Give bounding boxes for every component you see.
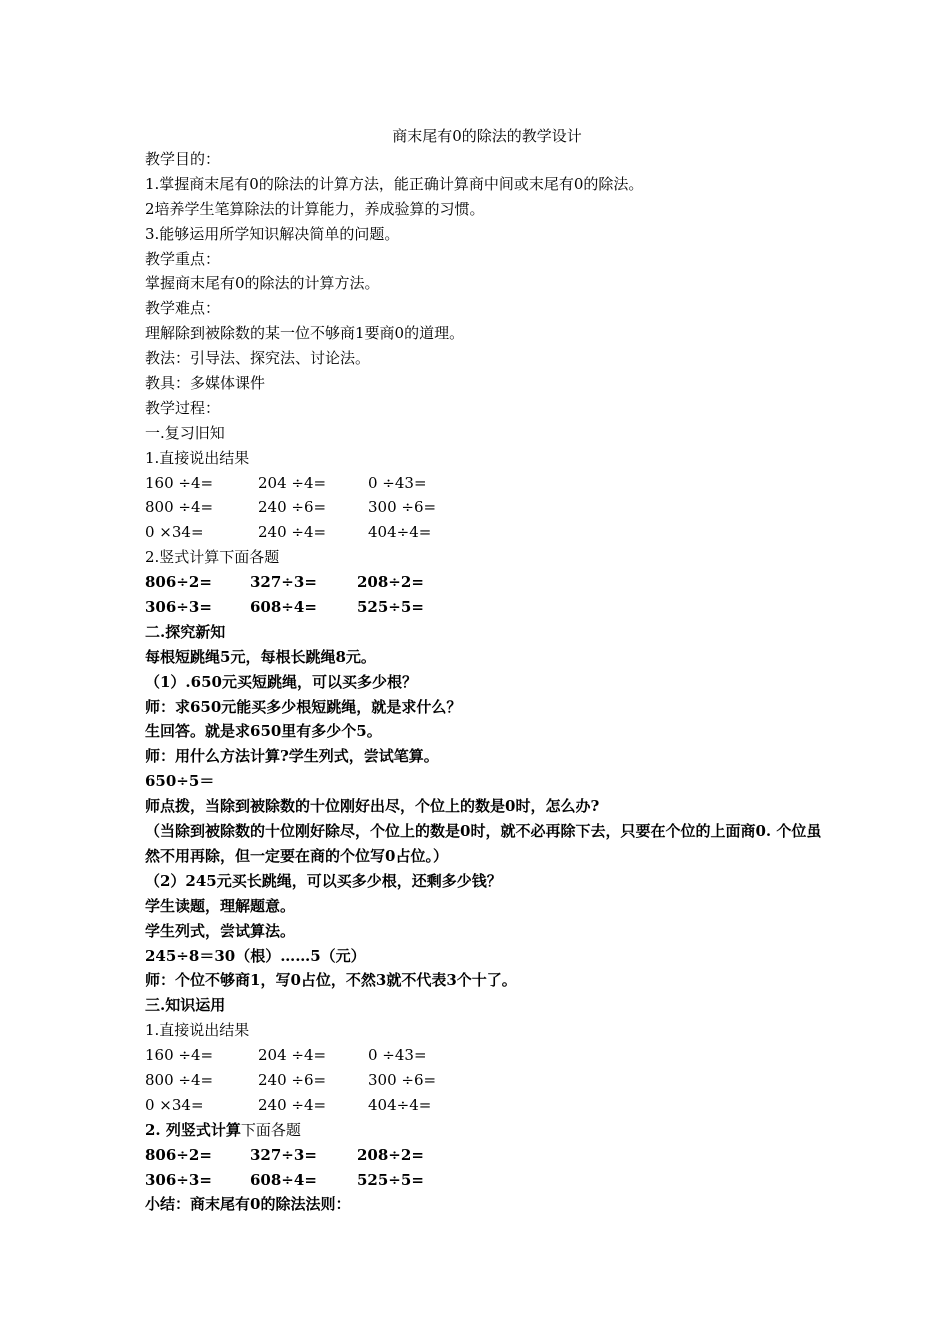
objectives-heading: 教学目的： <box>145 150 221 168</box>
written-cell: 208÷2= <box>357 573 424 592</box>
summary: 小结：商末尾有0的除法法则： <box>145 1195 351 1214</box>
oral-cell: 0 ÷43= <box>368 473 427 492</box>
written-cell: 608÷4= <box>250 598 317 617</box>
section2-line: 师点拨，当除到被除数的十位刚好出尽，个位上的数是0时，怎么办? <box>145 797 600 816</box>
section3-item2-bold: 2. 列竖式计算 <box>145 1120 241 1139</box>
section2-line: 师：用什么方法计算?学生列式，尝试笔算。 <box>145 747 439 766</box>
oral-row <box>145 522 825 542</box>
written-row <box>145 572 825 592</box>
written-cell: 327÷3= <box>250 573 317 592</box>
oral-row <box>145 1045 825 1065</box>
section2-line: 每根短跳绳5元，每根长跳绳8元。 <box>145 647 376 666</box>
document-title: 商末尾有0的除法的教学设计 <box>392 127 582 145</box>
section3-heading: 三.知识运用 <box>145 996 226 1015</box>
written-cell: 806÷2= <box>145 573 212 592</box>
section2-line: 师：个位不够商1，写0占位，不然3就不代表3个十了。 <box>145 971 517 990</box>
teaching-method: 教法：引导法、探究法、讨论法。 <box>145 349 371 368</box>
oral-cell: 404÷4= <box>368 523 432 542</box>
written-row <box>145 597 825 617</box>
section2-heading: 二.探究新知 <box>145 622 226 641</box>
section1-heading: 一.复习旧知 <box>145 423 225 442</box>
key-heading: 教学重点： <box>145 249 221 268</box>
objective-3: 3.能够运用所学知识解决简单的问题。 <box>145 224 400 243</box>
oral-cell: 240 ÷6= <box>258 498 327 517</box>
oral-cell: 0 ÷43= <box>368 1046 427 1065</box>
key-text: 掌握商末尾有0的除法的计算方法。 <box>145 274 380 293</box>
oral-cell: 300 ÷6= <box>368 1070 437 1089</box>
oral-row <box>145 1070 825 1090</box>
written-cell: 525÷5= <box>357 1170 424 1189</box>
document-body <box>145 149 825 1219</box>
objective-2: 2培养学生笔算除法的计算能力，养成验算的习惯。 <box>145 199 485 218</box>
section2-line: 245÷8＝30（根）……5（元） <box>145 946 366 965</box>
oral-row <box>145 473 825 493</box>
section3-item2-rest: 下面各题 <box>240 1120 301 1139</box>
section2-line: 学生读题，理解题意。 <box>145 896 296 915</box>
written-cell: 525÷5= <box>357 598 424 617</box>
oral-cell: 300 ÷6= <box>368 498 437 517</box>
section2-line: 学生列式，尝试算法。 <box>145 921 296 940</box>
written-row <box>145 1170 825 1190</box>
difficulty-text: 理解除到被除数的某一位不够商1要商0的道理。 <box>145 324 465 343</box>
written-cell: 806÷2= <box>145 1145 212 1164</box>
oral-cell: 240 ÷6= <box>258 1070 327 1089</box>
section3-item2 <box>145 1120 825 1140</box>
oral-cell: 240 ÷4= <box>258 523 327 542</box>
oral-cell: 800 ÷4= <box>145 1070 214 1089</box>
section2-line: （2）245元买长跳绳，可以买多少根，还剩多少钱？ <box>145 871 502 890</box>
oral-cell: 160 ÷4= <box>145 473 214 492</box>
section2-line: 师：求650元能买多少根短跳绳，就是求什么？ <box>145 697 462 716</box>
teaching-tools: 教具：多媒体课件 <box>145 374 266 393</box>
section2-line: 生回答。就是求650里有多少个5。 <box>145 722 382 741</box>
oral-cell: 0 ×34= <box>145 1095 204 1114</box>
oral-cell: 404÷4= <box>368 1095 432 1114</box>
written-cell: 608÷4= <box>250 1170 317 1189</box>
section1-item2: 2.竖式计算下面各题 <box>145 548 280 567</box>
oral-cell: 240 ÷4= <box>258 1095 327 1114</box>
process-heading: 教学过程： <box>145 398 221 417</box>
oral-row <box>145 497 825 517</box>
objective-1: 1.掌握商末尾有0的除法的计算方法，能正确计算商中间或末尾有0的除法。 <box>145 174 644 193</box>
oral-cell: 800 ÷4= <box>145 498 214 517</box>
oral-cell: 0 ×34= <box>145 523 204 542</box>
written-cell: 306÷3= <box>145 1170 212 1189</box>
oral-cell: 204 ÷4= <box>258 1046 327 1065</box>
difficulty-heading: 教学难点： <box>145 299 221 318</box>
oral-cell: 204 ÷4= <box>258 473 327 492</box>
section3-item1: 1.直接说出结果 <box>145 1021 250 1040</box>
section2-line: （1）.650元买短跳绳，可以买多少根？ <box>145 672 417 691</box>
written-cell: 327÷3= <box>250 1145 317 1164</box>
written-row <box>145 1145 825 1165</box>
section2-note: （当除到被除数的十位刚好除尽，个位上的数是0时，就不必再除下去，只要在个位的上面商0. 个位虽然不用再除，但一定要在商的个位写0占位。） <box>145 822 822 865</box>
written-cell: 306÷3= <box>145 598 212 617</box>
section1-item1: 1.直接说出结果 <box>145 448 250 467</box>
oral-row <box>145 1095 825 1115</box>
written-cell: 208÷2= <box>357 1145 424 1164</box>
oral-cell: 160 ÷4= <box>145 1046 214 1065</box>
section2-line: 650÷5＝ <box>145 772 215 791</box>
